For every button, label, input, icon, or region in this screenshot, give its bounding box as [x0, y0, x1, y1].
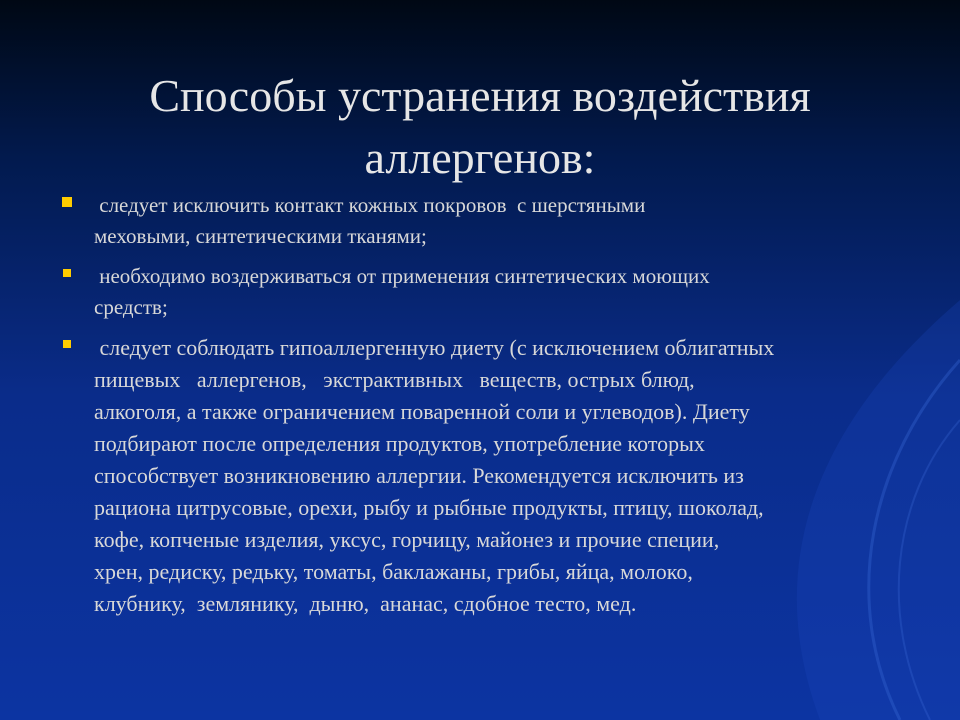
bullet-text-line: кофе, копченые изделия, уксус, горчицу, майонез и прочие специи,: [94, 527, 720, 552]
slide-title-line-1: Способы устранения воздействия: [149, 69, 811, 121]
bullet-text-line: хрен, редиску, редьку, томаты, баклажаны, грибы, яйца, молоко,: [94, 559, 693, 584]
bullet-text-line: алкоголя, а также ограничением поваренной соли и углеводов). Диету: [94, 399, 750, 424]
slide-title-line-2: аллергенов:: [364, 131, 596, 183]
bullet-item: [56, 190, 906, 252]
bullet-text-line: меховыми, синтетическими тканями;: [94, 224, 427, 248]
square-bullet-icon: [63, 269, 71, 277]
bullet-text-line: рациона цитрусовые, орехи, рыбу и рыбные продукты, птицу, шоколад,: [94, 495, 764, 520]
slide-title: [60, 65, 900, 189]
bullet-text-line: средств;: [94, 295, 168, 319]
bullet-list: [56, 190, 906, 629]
bullet-text-line: пищевых аллергенов, экстрактивных веществ, острых блюд,: [94, 367, 695, 392]
bullet-text-line: следует исключить контакт кожных покровов с шерстяными: [94, 193, 646, 217]
bullet-text-line: необходимо воздерживаться от применения синтетических моющих: [94, 264, 710, 288]
bullet-text-line: клубнику, землянику, дыню, ананас, сдобное тесто, мед.: [94, 591, 637, 616]
bullet-text-line: подбирают после определения продуктов, употребление которых: [94, 431, 705, 456]
bullet-text-line: следует соблюдать гипоаллергенную диету (с исключением облигатных: [94, 335, 775, 360]
bullet-item: [56, 261, 906, 323]
bullet-item: [56, 332, 906, 620]
square-bullet-icon: [62, 197, 72, 207]
square-bullet-icon: [63, 340, 71, 348]
bullet-text-line: способствует возникновению аллергии. Рекомендуется исключить из: [94, 463, 744, 488]
